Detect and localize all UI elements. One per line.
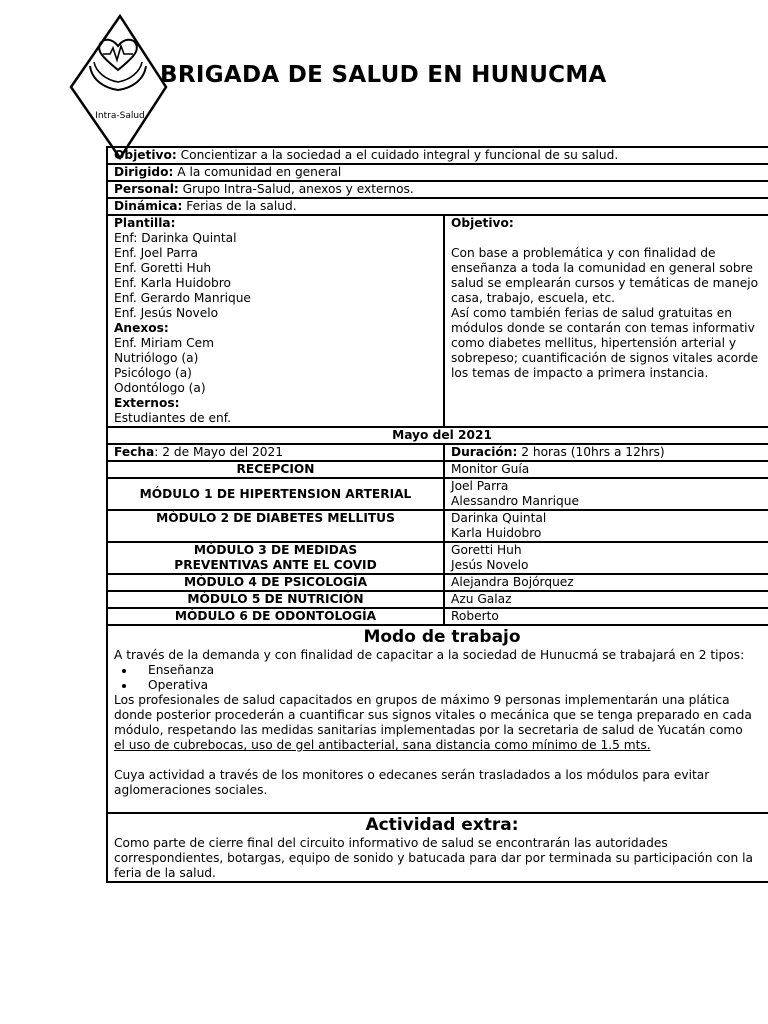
staff-item: Estudiantes de enf. xyxy=(114,411,231,425)
work-mode-types xyxy=(114,663,768,693)
duracion-cell: Duración: 2 horas (10hrs a 12hrs) xyxy=(444,444,768,461)
logo-text: Intra-Salud xyxy=(95,111,145,121)
extra-text: correspondientes, botargas, equipo de sonido y batucada para dar por terminada su participación con la xyxy=(114,851,753,865)
staff-item: Enf: Darinka Quintal xyxy=(114,231,237,245)
objective-line: como diabetes mellitus, hipertensión arterial y xyxy=(451,336,737,350)
module-staff: Azu Galaz xyxy=(444,591,768,608)
module-staff: Darinka Quintal Karla Huidobro xyxy=(444,510,768,542)
objective-line: salud se emplearán cursos y temáticas de manejo xyxy=(451,276,759,290)
objective-label: Objetivo: xyxy=(451,216,514,230)
module-name: RECEPCION xyxy=(107,461,444,478)
info-row-dinamica: Dinámica: Ferias de la salud. xyxy=(107,198,768,215)
extra-text: Como parte de cierre final del circuito informativo de salud se encontrarán las autoridades xyxy=(114,836,668,850)
staff-item: Enf. Karla Huidobro xyxy=(114,276,231,290)
externos-label: Externos: xyxy=(114,396,180,410)
document-title: BRIGADA DE SALUD EN HUNUCMA xyxy=(160,62,607,88)
info-row-objetivo: Objetivo: Concientizar a la sociedad a el cuidado integral y funcional de su salud. xyxy=(107,147,768,164)
staff-item: Enf. Goretti Huh xyxy=(114,261,212,275)
objective-line: los temas de impacto a primera instancia. xyxy=(451,366,709,380)
list-item: • Enseñanza xyxy=(136,663,768,678)
staff-item: Enf. Miriam Cem xyxy=(114,336,214,350)
objective-line: módulos donde se contarán con temas informativ xyxy=(451,321,755,335)
staff-item: Enf. Joel Parra xyxy=(114,246,198,260)
module-staff: Goretti Huh Jesús Novelo xyxy=(444,542,768,574)
work-mode-text: Los profesionales de salud capacitados en grupos de máximo 9 personas implementarán una plática xyxy=(114,693,730,707)
module-name: MÓDULO 1 DE HIPERTENSION ARTERIAL xyxy=(107,478,444,510)
module-staff: Roberto xyxy=(444,608,768,625)
work-mode-text: el uso de cubrebocas, uso de gel antibacterial, sana distancia como mínimo de 1.5 mts. xyxy=(114,738,651,752)
anexos-label: Anexos: xyxy=(114,321,169,335)
staff-item: Enf. Jesús Novelo xyxy=(114,306,219,320)
intra-salud-logo xyxy=(68,14,168,162)
work-mode-cell xyxy=(107,625,768,813)
extra-activity-cell xyxy=(107,813,768,882)
work-mode-text: aglomeraciones sociales. xyxy=(114,783,268,797)
list-item: • Operativa xyxy=(136,678,768,693)
fecha-cell: Fecha: 2 de Mayo del 2021 xyxy=(107,444,444,461)
info-row-personal: Personal: Grupo Intra-Salud, anexos y externos. xyxy=(107,181,768,198)
brigade-sheet xyxy=(106,146,768,926)
module-staff: Monitor Guía xyxy=(444,461,768,478)
module-staff: Joel Parra Alessandro Manrique xyxy=(444,478,768,510)
objective-line: enseñanza a toda la comunidad en general sobre xyxy=(451,261,753,275)
module-name: MÓDULO 2 DE DIABETES MELLITUS xyxy=(107,510,444,542)
objective-line: Con base a problemática y con finalidad de xyxy=(451,246,716,260)
work-mode-text: Cuya actividad a través de los monitores o edecanes serán trasladados a los módulos para evitar xyxy=(114,768,710,782)
staff-item: Nutriólogo (a) xyxy=(114,351,199,365)
work-mode-text: donde posterior procederán a cuantificar sus signos vitales o mecánica que se tenga preparado en cada xyxy=(114,708,752,722)
plantilla-label: Plantilla: xyxy=(114,216,176,230)
work-mode-title: Modo de trabajo xyxy=(363,627,521,647)
module-name: MÓDULO 5 DE NUTRICIÓN xyxy=(107,591,444,608)
staff-cell xyxy=(107,215,444,427)
work-mode-intro: A través de la demanda y con finalidad de capacitar a la sociedad de Hunucmá se trabajará en 2 tipos: xyxy=(114,648,745,662)
info-row-dirigido: Dirigido: A la comunidad en general xyxy=(107,164,768,181)
extra-activity-title: Actividad extra: xyxy=(365,815,519,835)
work-mode-text: módulo, respetando las medidas sanitarias implementadas por la secretaria de salud de Yucatán como xyxy=(114,723,743,737)
staff-item: Odontólogo (a) xyxy=(114,381,206,395)
module-staff: Alejandra Bojórquez xyxy=(444,574,768,591)
info-table xyxy=(106,146,768,883)
objective-line: Así como también ferias de salud gratuitas en xyxy=(451,306,732,320)
module-name: MÓDULO 4 DE PSICOLOGÍA xyxy=(107,574,444,591)
month-heading: Mayo del 2021 xyxy=(107,427,768,444)
extra-text: feria de la salud. xyxy=(114,866,216,880)
objective-line: casa, trabajo, escuela, etc. xyxy=(451,291,616,305)
objective-line: sobrepeso; cuantificación de signos vitales acorde xyxy=(451,351,759,365)
objective-cell xyxy=(444,215,768,427)
staff-item: Enf. Gerardo Manrique xyxy=(114,291,251,305)
module-name: MÓDULO 3 DE MEDIDAS PREVENTIVAS ANTE EL COVID xyxy=(107,542,444,574)
staff-item: Psicólogo (a) xyxy=(114,366,192,380)
module-name: MÓDULO 6 DE ODONTOLOGÍA xyxy=(107,608,444,625)
